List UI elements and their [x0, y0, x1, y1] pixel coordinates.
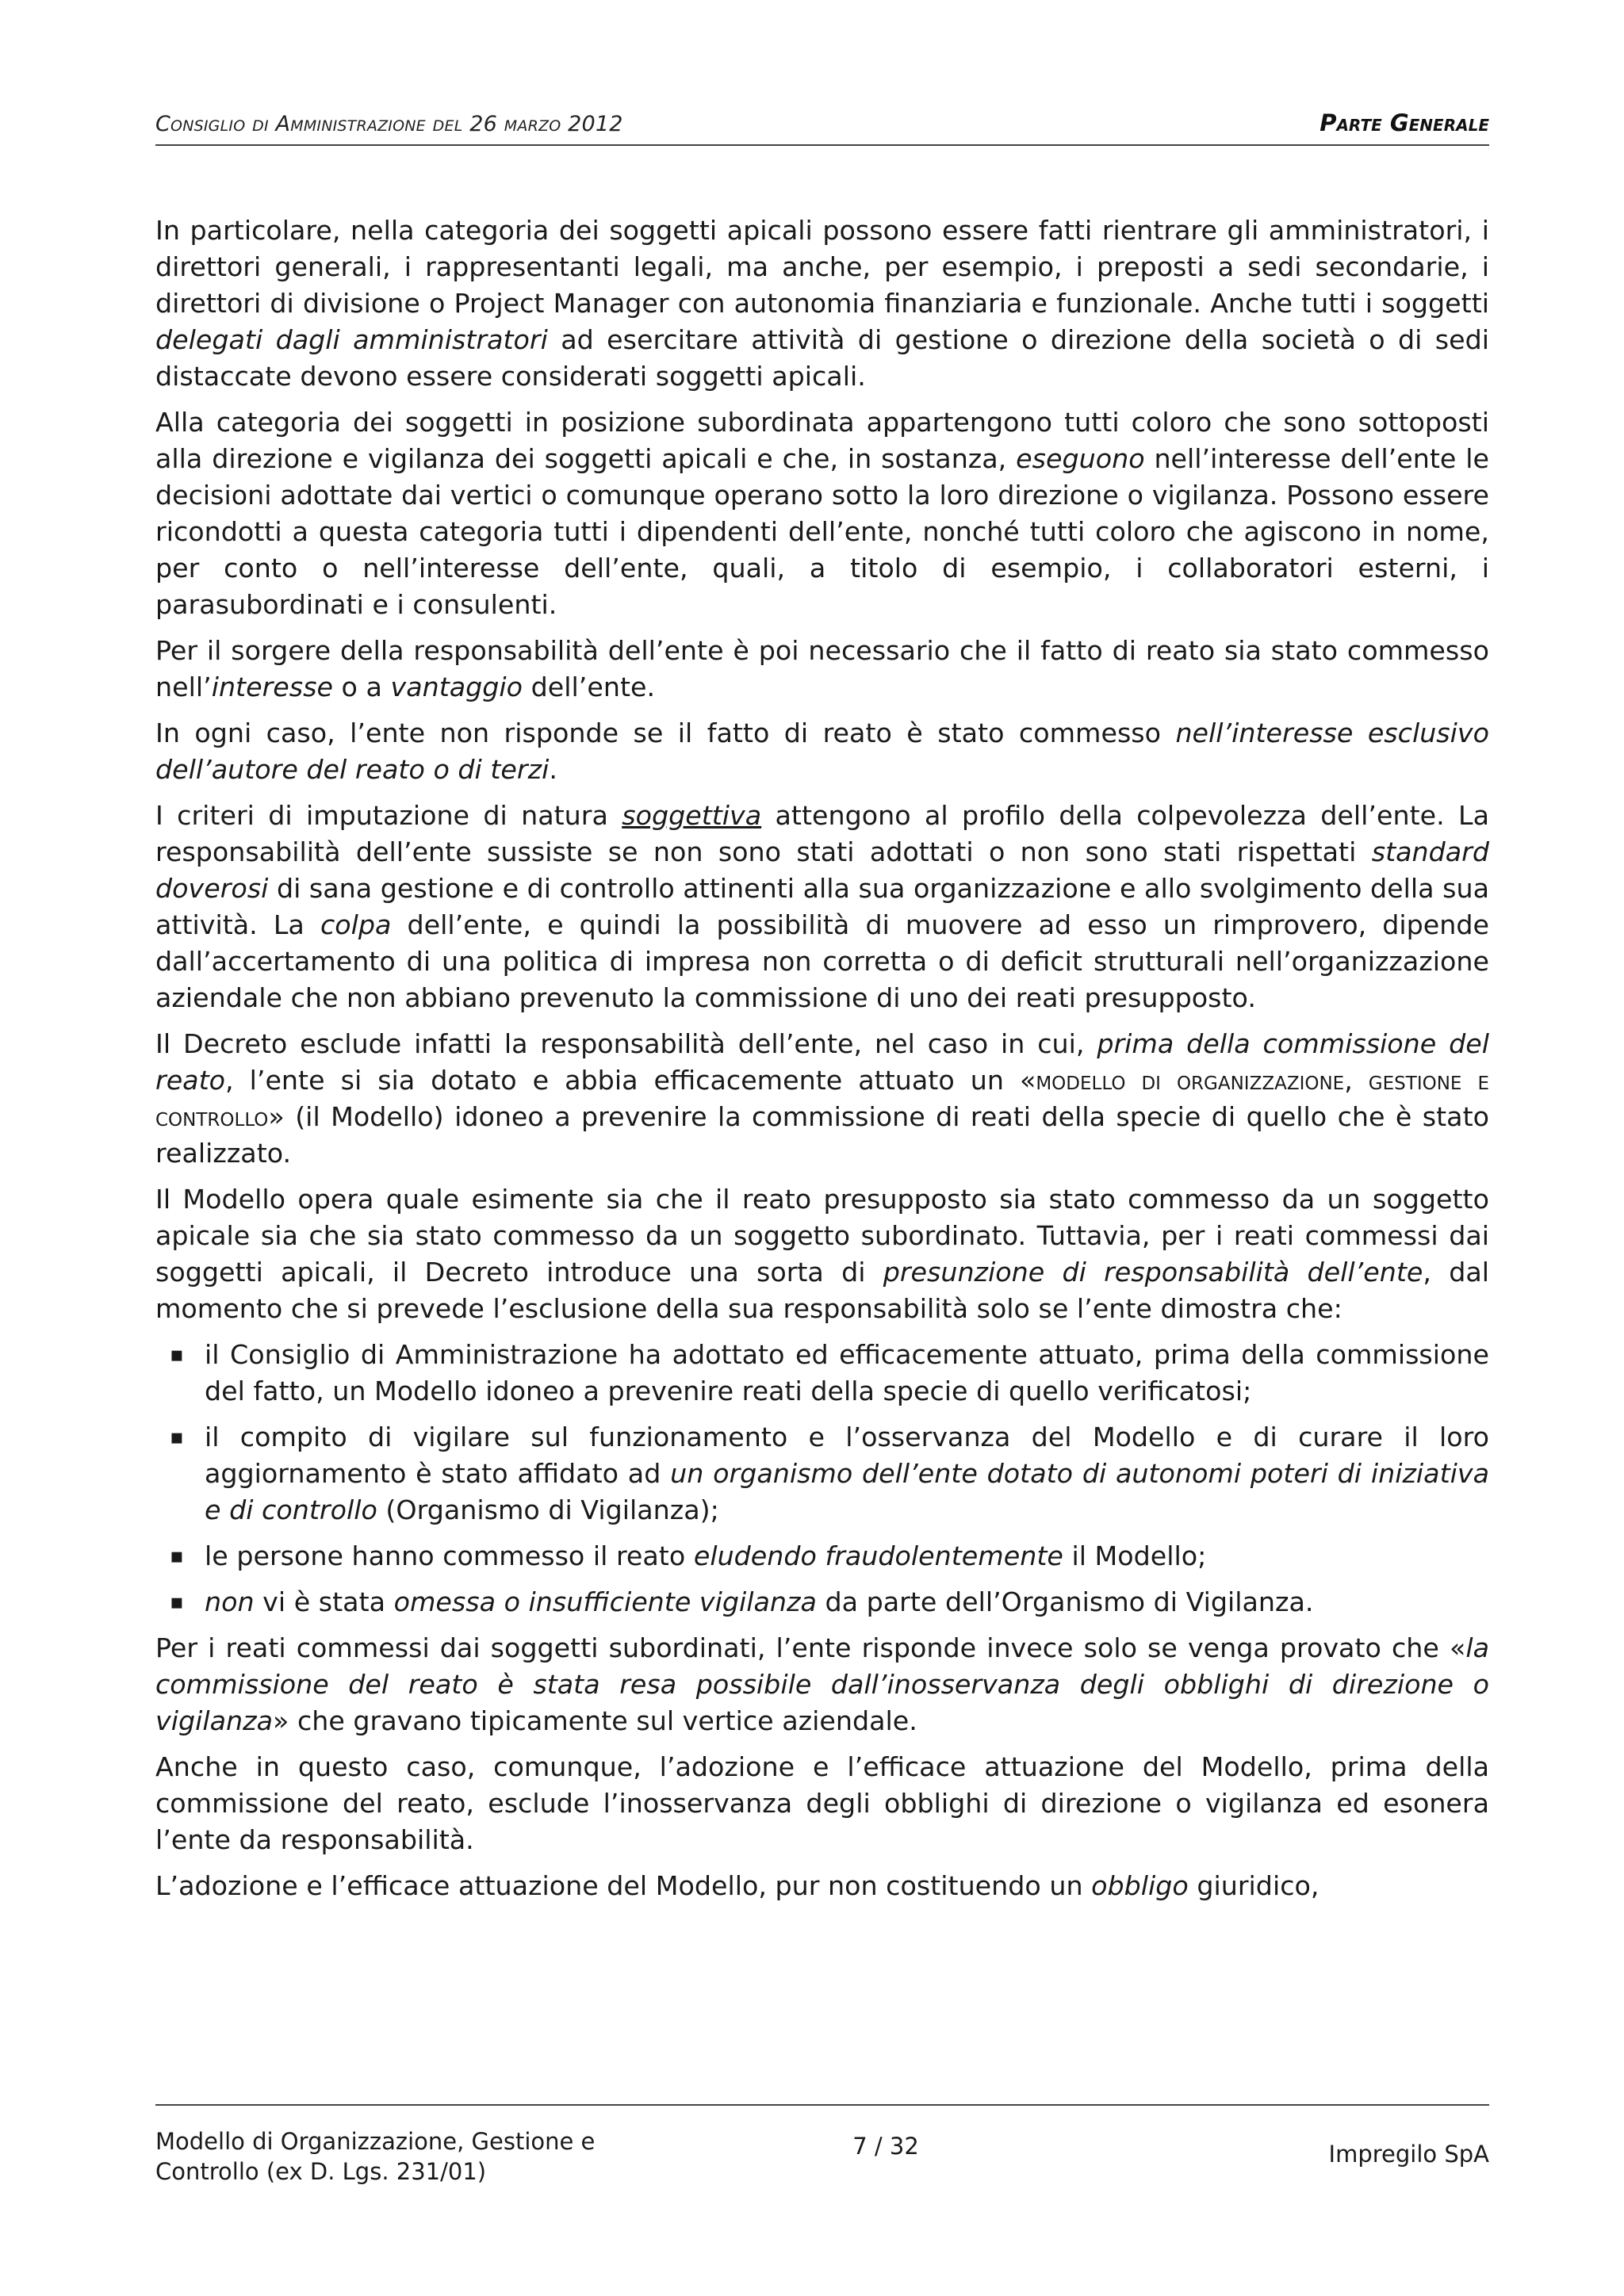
paragraph: [155, 1026, 1489, 1172]
paragraph: [155, 1181, 1489, 1327]
text-run: .: [549, 754, 557, 785]
text-run: non: [205, 1586, 255, 1617]
paragraph: [155, 1749, 1489, 1858]
text-run: giuridico,: [1188, 1870, 1320, 1901]
text-run: prima della commissione del reato: [155, 1028, 1489, 1096]
text-run: «modello di organizzazione, gestione e controllo»: [155, 1065, 1489, 1132]
header-right-title: Parte Generale: [1320, 109, 1489, 136]
footer-page-number: 7 / 32: [852, 2133, 919, 2160]
text-run: o a: [332, 672, 391, 702]
paragraph: [155, 404, 1489, 623]
text-run: I criteri di imputazione di natura: [155, 800, 622, 831]
text-run: il compito di vigilare sul funzionamento e l’osservanza del Modello e di curare il loro aggiornamento è stato affidato ad: [205, 1422, 1489, 1489]
text-run: Anche in questo caso, comunque, l’adozione e l’efficace attuazione del Modello, prima della commissione del reato, esclude l’inosservanza degli obblighi di direzione o vigilanza ed esonera l’ente da responsabilità.: [155, 1751, 1489, 1855]
text-run: In particolare, nella categoria dei soggetti apicali possono essere fatti rientrare gli amministratori, i direttori generali, i rappresentanti legali, ma anche, per esempio, i preposti a sedi secondarie, i direttori di divisione o Project Manager con autonomia finanziaria e funzionale. Anche tutti i soggetti: [155, 215, 1489, 319]
page-footer: [155, 2104, 1489, 2187]
paragraph: [155, 212, 1489, 395]
footer-company: Impregilo SpA: [1328, 2141, 1489, 2168]
paragraph: [155, 633, 1489, 706]
text-run: presunzione di responsabilità dell’ente: [883, 1257, 1423, 1288]
text-run: eludendo fraudolentemente: [693, 1540, 1063, 1571]
text-run: ad esercitare attività di gestione o direzione della società o di sedi distaccate devono essere considerati soggetti apicali.: [155, 324, 1489, 392]
header-left-title: Consiglio di Amministrazione del 26 marzo 2012: [155, 112, 623, 136]
footer-document-title: Modello di Organizzazione, Gestione e Controllo (ex D. Lgs. 231/01): [155, 2128, 596, 2185]
text-run: Il Modello opera quale esimente sia che il reato presupposto sia stato commesso da un soggetto apicale sia che sia stato commesso da un soggetto subordinato. Tuttavia, per i reati commessi dai soggetti apicali, il Decreto introduce una sorta di: [155, 1184, 1489, 1288]
bullet-icon: ▪: [170, 1544, 184, 1568]
text-run: omessa o insufficiente vigilanza: [393, 1586, 817, 1617]
paragraph: [155, 1868, 1489, 1904]
bullet-list: [155, 1337, 1489, 1621]
bullet-icon: ▪: [170, 1590, 184, 1614]
text-run: eseguono: [1016, 443, 1145, 474]
paragraphs-before: [155, 212, 1489, 1327]
text-run: In ogni caso, l’ente non risponde se il fatto di reato è stato commesso: [155, 718, 1176, 748]
text-run: , l’ente si sia dotato e abbia efficacemente attuato un: [225, 1065, 1020, 1096]
text-run: Il Decreto esclude infatti la responsabilità dell’ente, nel caso in cui,: [155, 1028, 1097, 1059]
bullet-icon: ▪: [170, 1425, 184, 1449]
text-run: attengono al profilo della colpevolezza dell’ente. La responsabilità dell’ente sussiste se non sono stati adottati o non sono stati rispettati: [155, 800, 1489, 867]
text-run: nell’interesse esclusivo dell’autore del reato o di terzi: [155, 718, 1489, 785]
text-run: dell’ente.: [523, 672, 656, 702]
paragraph: [155, 1630, 1489, 1739]
paragraphs-after: [155, 1630, 1489, 1904]
text-run: (Organismo di Vigilanza);: [377, 1494, 719, 1525]
text-run: vantaggio: [390, 672, 523, 702]
text-run: interesse: [211, 672, 333, 702]
text-run: il Consiglio di Amministrazione ha adottato ed efficacemente attuato, prima della commissione del fatto, un Modello idoneo a prevenire reati della specie di quello verificatosi;: [205, 1339, 1489, 1406]
text-run: dell’ente, e quindi la possibilità di muovere ad esso un rimprovero, dipende dall’accertamento di una politica di impresa non corretta o di deficit strutturali nell’organizzazione aziendale che non abbiano prevenuto la commissione di uno dei reati presupposto.: [155, 909, 1490, 1013]
text-run: soggettiva: [622, 800, 762, 831]
paragraph: [155, 715, 1489, 788]
text-run: standard doverosi: [155, 836, 1489, 904]
text-run: Per il sorgere della responsabilità dell’ente è poi necessario che il fatto di reato sia stato commesso nell’: [155, 635, 1489, 702]
text-run: vi è stata: [254, 1586, 394, 1617]
text-run: Alla categoria dei soggetti in posizione subordinata appartengono tutti coloro che sono sottoposti alla direzione e vigilanza dei soggetti apicali e che, in sostanza,: [155, 407, 1489, 474]
text-run: Per i reati commessi dai soggetti subordinati, l’ente risponde invece solo se venga provato che «: [155, 1632, 1466, 1663]
paragraph: [155, 798, 1489, 1016]
text-run: nell’interesse dell’ente le decisioni adottate dai vertici o comunque operano sotto la loro direzione o vigilanza. Possono essere ricondotti a questa categoria tutti i dipendenti dell’ente, nonché tutti coloro che agiscono in nome, per conto o nell’interesse dell’ente, quali, a titolo di esempio, i collaboratori esterni, i parasubordinati e i consulenti.: [155, 443, 1489, 620]
bullet-icon: ▪: [170, 1343, 184, 1367]
text-run: L’adozione e l’efficace attuazione del Modello, pur non costituendo un: [155, 1870, 1092, 1901]
text-run: il Modello;: [1063, 1540, 1207, 1571]
text-run: le persone hanno commesso il reato: [205, 1540, 694, 1571]
text-run: (il Modello) idoneo a prevenire la commissione di reati della specie di quello che è stato realizzato.: [155, 1101, 1489, 1169]
text-run: un organismo dell’ente dotato di autonomi poteri di iniziativa e di controllo: [205, 1458, 1489, 1525]
list-item: [155, 1538, 1489, 1575]
text-run: di sana gestione e di controllo attinenti alla sua organizzazione e allo svolgimento della sua attività. La: [155, 873, 1489, 940]
document-body: [155, 212, 1489, 1914]
list-item: [155, 1337, 1489, 1410]
text-run: da parte dell’Organismo di Vigilanza.: [816, 1586, 1314, 1617]
text-run: colpa: [320, 909, 392, 940]
text-run: , dal momento che si prevede l’esclusione della sua responsabilità solo se l’ente dimostra che:: [155, 1257, 1489, 1324]
text-run: delegati dagli amministratori: [155, 324, 548, 355]
text-run: » che gravano tipicamente sul vertice aziendale.: [272, 1705, 917, 1736]
text-run: la commissione del reato è stata resa possibile dall’inosservanza degli obblighi di direzione o vigilanza: [155, 1632, 1489, 1736]
text-run: obbligo: [1091, 1870, 1189, 1901]
page-header: [155, 101, 1489, 146]
list-item: [155, 1419, 1489, 1529]
list-item: [155, 1584, 1489, 1621]
